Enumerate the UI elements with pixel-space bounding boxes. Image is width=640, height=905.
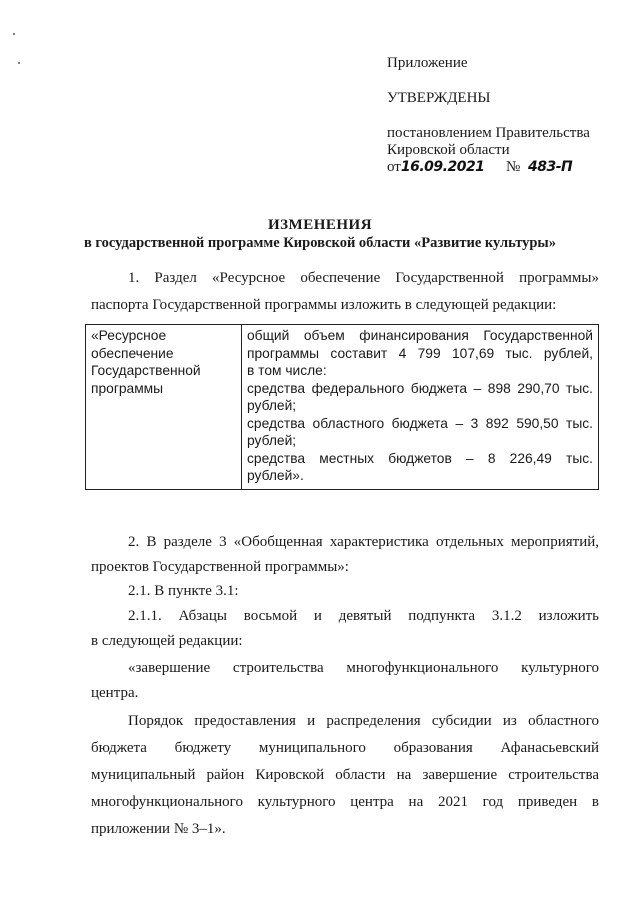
item1-line2: паспорта Государственной программы изложить в следующей редакции: bbox=[91, 297, 557, 313]
resource-line: рублей; bbox=[247, 433, 297, 448]
resource-line: в том числе: bbox=[247, 363, 327, 378]
resource-line: средства местных бюджетов – 8 226,49 тыс. bbox=[247, 450, 593, 466]
table-cell-label bbox=[86, 325, 242, 490]
resource-line: рублей». bbox=[247, 468, 304, 483]
item2-1-1-line2: в следующей редакции: bbox=[91, 633, 243, 649]
resource-line: средства федерального бюджета – 898 290,70 тыс. bbox=[247, 380, 593, 396]
appendix-label: Приложение bbox=[387, 55, 468, 71]
resource-line: общий объем финансирования Государственной bbox=[247, 328, 593, 343]
scan-speck bbox=[13, 33, 15, 35]
item2-1: 2.1. В пункте 3.1: bbox=[128, 583, 239, 599]
decree-line-2: Кировской области bbox=[387, 142, 510, 158]
handwritten-number: 483-П bbox=[528, 159, 573, 175]
para-line5: приложении № 3–1». bbox=[91, 821, 226, 837]
table-cell-value bbox=[242, 325, 599, 490]
resource-label: «Ресурсное обеспечение Государственной программы bbox=[91, 328, 201, 396]
resource-line: программы составит 4 799 107,69 тыс. рублей, bbox=[247, 345, 593, 361]
para-line3: муниципальный район Кировской области на завершение строительства bbox=[91, 767, 599, 783]
scan-speck bbox=[18, 62, 20, 64]
number-prefix: № bbox=[505, 159, 521, 175]
approved-label: УТВЕРЖДЕНЫ bbox=[387, 90, 491, 106]
item2-1-1-line1: 2.1.1. Абзацы восьмой и девятый подпункта 3.1.2 изложить bbox=[128, 608, 599, 624]
item2-line2: проектов Государственной программы»: bbox=[91, 559, 349, 575]
resource-table bbox=[85, 324, 599, 490]
para-line1: Порядок предоставления и распределения субсидии из областного bbox=[128, 713, 599, 729]
para-line4: многофункционального культурного центра на 2021 год приведен в bbox=[91, 794, 599, 810]
quote-line1: «завершение строительства многофункционального культурного bbox=[128, 660, 599, 676]
decree-line-1: постановлением Правительства bbox=[387, 125, 590, 141]
resource-line: рублей; bbox=[247, 398, 297, 413]
from-prefix: от bbox=[387, 159, 401, 175]
decree-date-number bbox=[387, 159, 572, 176]
document-title: ИЗМЕНЕНИЯ bbox=[267, 217, 373, 233]
resource-line: средства областного бюджета – 3 892 590,50 тыс. bbox=[247, 415, 593, 431]
handwritten-date: 16.09.2021 bbox=[400, 159, 485, 175]
para-line2: бюджета бюджету муниципального образования Афанасьевский bbox=[91, 740, 599, 756]
item1-line1: 1. Раздел «Ресурсное обеспечение Государственной программы» bbox=[128, 270, 599, 286]
quote-line2: центра. bbox=[91, 685, 139, 701]
table-row bbox=[86, 325, 599, 490]
item2-line1: 2. В разделе 3 «Обобщенная характеристика отдельных мероприятий, bbox=[128, 534, 599, 550]
document-subtitle: в государственной программе Кировской области «Развитие культуры» bbox=[83, 235, 557, 251]
